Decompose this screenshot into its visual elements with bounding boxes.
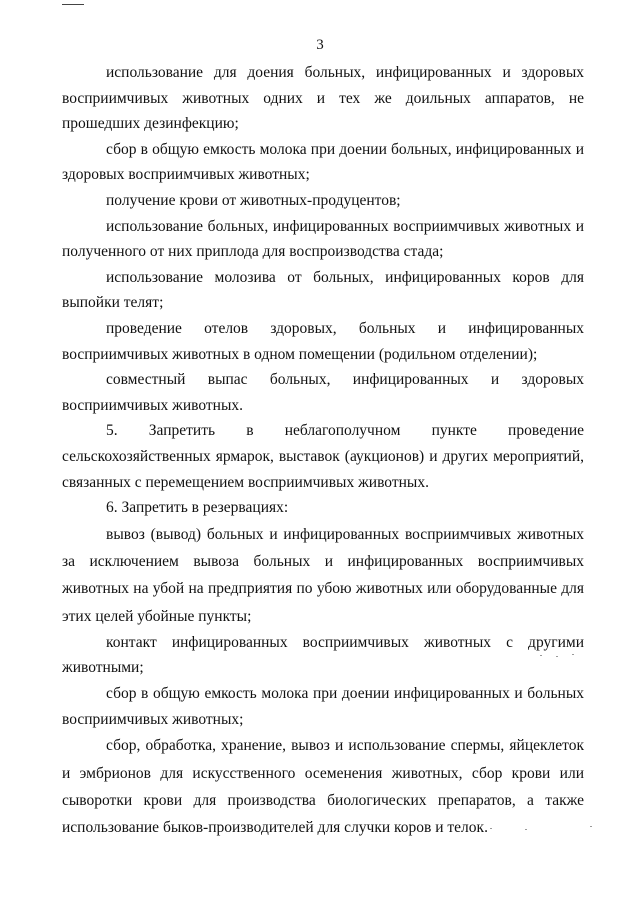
scan-speck: [590, 826, 592, 827]
scan-corner-mark: [62, 4, 84, 5]
paragraph: сбор, обработка, хранение, вывоз и использование спермы, яйцеклеток и эмбрионов для искусственного осеменения животных, сбор крови или сыворотки крови для производства биологических препаратов, а также использование быков-производителей для случки коров и телок.: [62, 737, 584, 837]
scan-speck: [525, 829, 527, 830]
scan-speck: [490, 828, 492, 829]
scan-speck: [540, 655, 542, 656]
paragraph: использование для доения больных, инфицированных и здоровых восприимчивых животных одних и тех же доильных аппаратов, не прошедших дезинфекцию;: [62, 64, 584, 133]
paragraph: 5. Запретить в неблагополучном пункте проведение сельскохозяйственных ярмарок, выставок (аукционов) и других мероприятий, связанных с перемещением восприимчивых животных.: [62, 422, 584, 491]
paragraph: совместный выпас больных, инфицированных и здоровых восприимчивых животных.: [62, 371, 584, 414]
paragraph: использование молозива от больных, инфицированных коров для выпойки телят;: [62, 268, 584, 312]
paragraph: сбор в общую емкость молока при доении инфицированных и больных восприимчивых животных;: [62, 685, 584, 728]
page-number: 3: [316, 37, 324, 53]
paragraph: использование больных, инфицированных восприимчивых животных и полученного от них приплода для воспроизводства стада;: [62, 217, 584, 261]
paragraph: проведение отелов здоровых, больных и инфицированных восприимчивых животных в одном помещении (родильном отделении);: [62, 319, 584, 363]
scan-speck: [556, 656, 558, 657]
document-body: [62, 60, 584, 841]
paragraph: 6. Запретить в резервациях:: [106, 499, 289, 517]
paragraph: получение крови от животных-продуцентов;: [106, 191, 401, 209]
scan-speck: [572, 654, 574, 655]
paragraph: контакт инфицированных восприимчивых животных с другими животными;: [62, 633, 584, 677]
paragraph: вывоз (вывод) больных и инфицированных восприимчивых животных за исключением вывоза больных и инфицированных восприимчивых животных на убой на предприятия по убою животных или оборудованные для этих целей убойные пункты;: [62, 525, 584, 625]
paragraph: сбор в общую емкость молока при доении больных, инфицированных и здоровых восприимчивых животных;: [62, 140, 584, 184]
